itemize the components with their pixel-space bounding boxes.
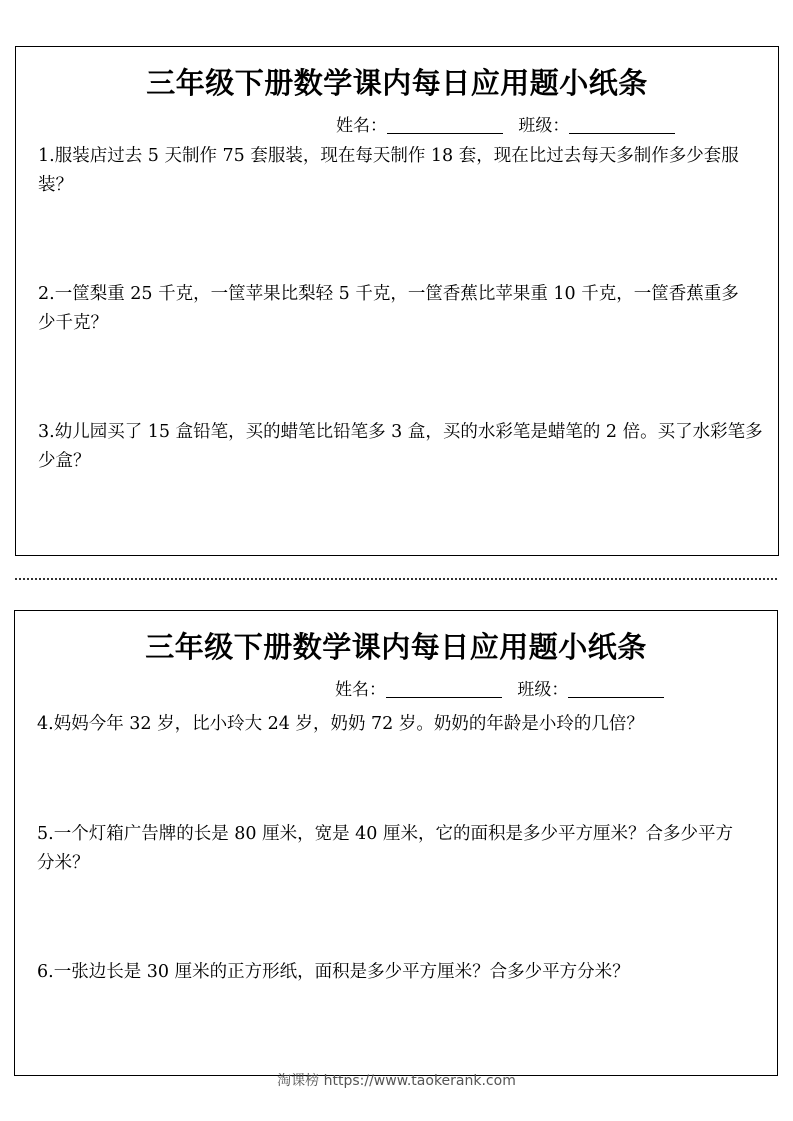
question-5: 5.一个灯箱广告牌的长是 80 厘米，宽是 40 厘米，它的面积是多少平方厘米？合多少平方分米？ — [37, 824, 733, 873]
student-info-row — [336, 111, 685, 136]
name-label: 姓名： — [335, 680, 386, 700]
name-blank[interactable] — [386, 679, 502, 698]
name-blank[interactable] — [387, 115, 503, 134]
class-blank[interactable] — [568, 679, 664, 698]
worksheet-slip-1 — [15, 46, 779, 556]
footer-watermark: 淘课榜 https://www.taokerank.com — [277, 1073, 516, 1089]
question-2: 2.一筐梨重 25 千克，一筐苹果比梨轻 5 千克，一筐香蕉比苹果重 10 千克，一筐香蕉重多少千克？ — [38, 284, 739, 333]
cut-line — [15, 578, 777, 580]
question-3: 3.幼儿园买了 15 盒铅笔，买的蜡笔比铅笔多 3 盒，买的水彩笔是蜡笔的 2 倍。买了水彩笔多少盒？ — [38, 422, 763, 471]
worksheet-slip-2 — [14, 610, 778, 1076]
class-label: 班级： — [517, 680, 569, 700]
question-1: 1.服装店过去 5 天制作 75 套服装，现在每天制作 18 套，现在比过去每天多制作多少套服装？ — [38, 146, 739, 195]
name-label: 姓名： — [336, 116, 387, 136]
class-blank[interactable] — [569, 115, 675, 134]
student-info-row — [335, 675, 674, 700]
question-6: 6.一张边长是 30 厘米的正方形纸，面积是多少平方厘米？合多少平方分米？ — [37, 962, 630, 982]
question-4: 4.妈妈今年 32 岁，比小玲大 24 岁，奶奶 72 岁。奶奶的年龄是小玲的几倍？ — [37, 714, 644, 734]
class-label: 班级： — [518, 116, 570, 136]
slip-title: 三年级下册数学课内每日应用题小纸条 — [146, 66, 648, 100]
slip-title: 三年级下册数学课内每日应用题小纸条 — [145, 630, 647, 664]
